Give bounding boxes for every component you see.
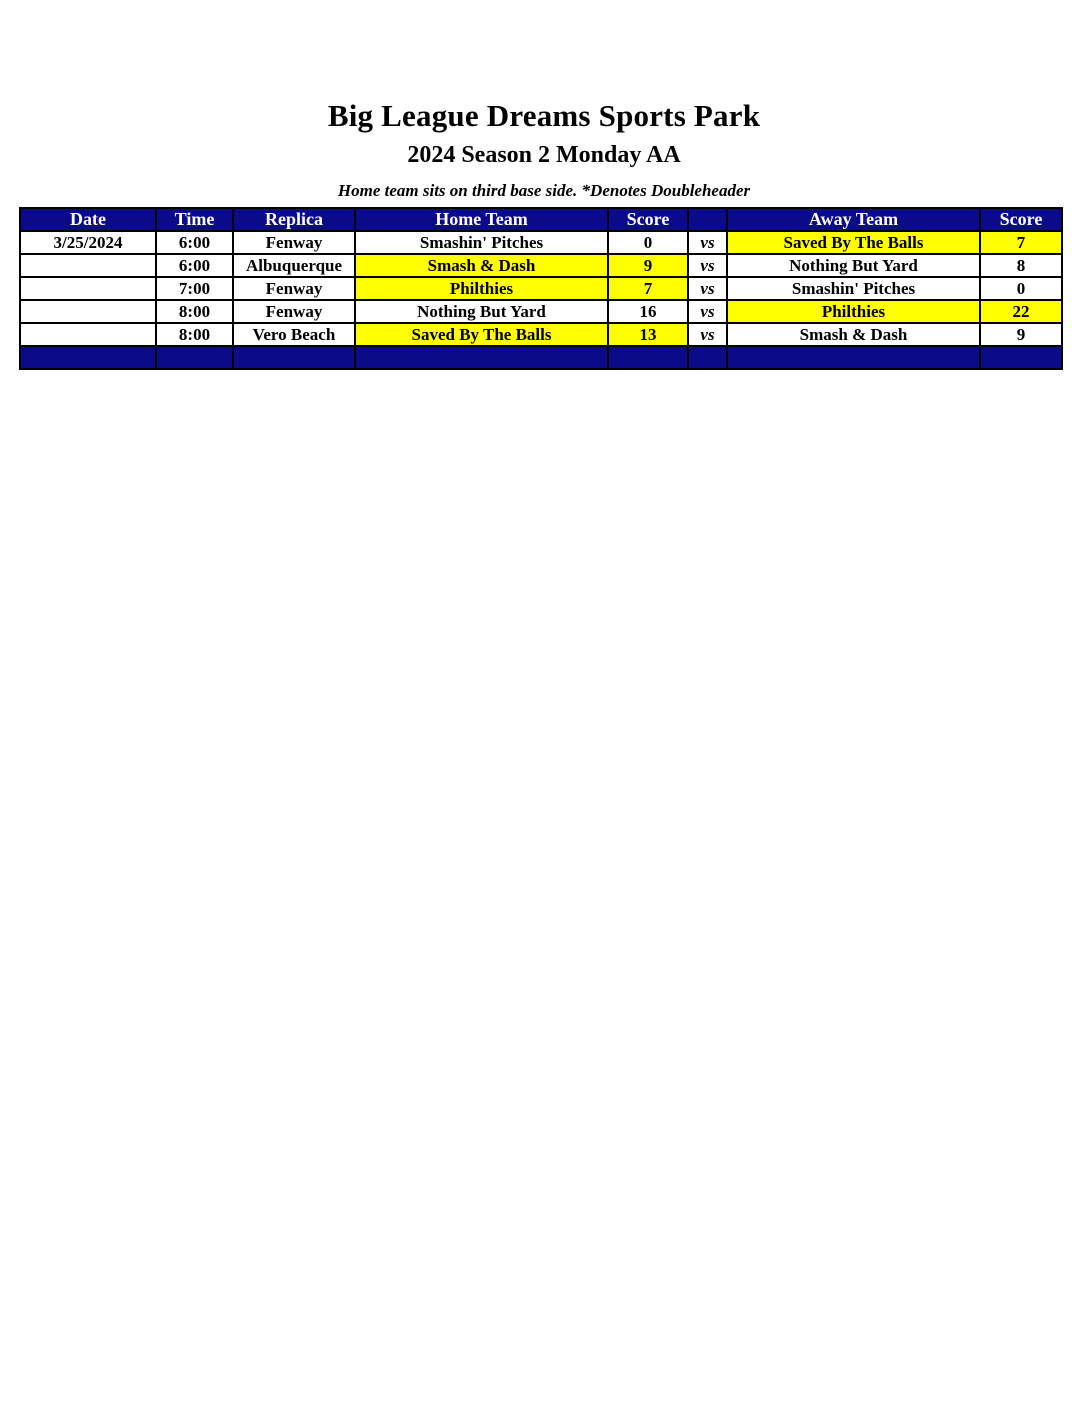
footer-cell [980,346,1062,369]
table-row [20,277,1062,300]
game-date [20,300,156,323]
home-score: 13 [608,323,688,346]
vs-label: vs [688,323,727,346]
header-home-score: Score [608,208,688,231]
home-team: Nothing But Yard [355,300,608,323]
game-time: 6:00 [156,254,233,277]
home-team: Smashin' Pitches [355,231,608,254]
away-score: 0 [980,277,1062,300]
home-score: 0 [608,231,688,254]
home-team: Philthies [355,277,608,300]
game-time: 6:00 [156,231,233,254]
home-score: 16 [608,300,688,323]
table-row [20,323,1062,346]
game-replica: Fenway [233,231,355,254]
game-replica: Fenway [233,300,355,323]
game-time: 8:00 [156,323,233,346]
game-replica: Albuquerque [233,254,355,277]
footer-cell [156,346,233,369]
game-date [20,254,156,277]
table-row [20,254,1062,277]
away-team: Nothing But Yard [727,254,980,277]
footer-cell [233,346,355,369]
table-header-row [20,208,1062,231]
header-time: Time [156,208,233,231]
header-away-team: Away Team [727,208,980,231]
away-score: 8 [980,254,1062,277]
vs-label: vs [688,254,727,277]
header-vs [688,208,727,231]
schedule-note: Home team sits on third base side. *Denotes Doubleheader [337,181,751,200]
away-team: Smashin' Pitches [727,277,980,300]
table-row [20,300,1062,323]
game-time: 8:00 [156,300,233,323]
away-score: 22 [980,300,1062,323]
game-replica: Fenway [233,277,355,300]
game-date [20,277,156,300]
footer-cell [688,346,727,369]
table-footer-row [20,346,1062,369]
page-subtitle: 2024 Season 2 Monday AA [407,142,681,168]
footer-cell [608,346,688,369]
header-date: Date [20,208,156,231]
footer-cell [355,346,608,369]
game-time: 7:00 [156,277,233,300]
vs-label: vs [688,277,727,300]
home-score: 9 [608,254,688,277]
schedule-table [19,207,1063,370]
away-score: 9 [980,323,1062,346]
away-score: 7 [980,231,1062,254]
away-team: Smash & Dash [727,323,980,346]
game-replica: Vero Beach [233,323,355,346]
header-home-team: Home Team [355,208,608,231]
vs-label: vs [688,231,727,254]
home-team: Saved By The Balls [355,323,608,346]
vs-label: vs [688,300,727,323]
footer-cell [20,346,156,369]
game-date [20,323,156,346]
header-replica: Replica [233,208,355,231]
away-team: Philthies [727,300,980,323]
header-away-score: Score [980,208,1062,231]
away-team: Saved By The Balls [727,231,980,254]
game-date: 3/25/2024 [20,231,156,254]
footer-cell [727,346,980,369]
table-row [20,231,1062,254]
page-title: Big League Dreams Sports Park [327,98,761,133]
home-score: 7 [608,277,688,300]
home-team: Smash & Dash [355,254,608,277]
